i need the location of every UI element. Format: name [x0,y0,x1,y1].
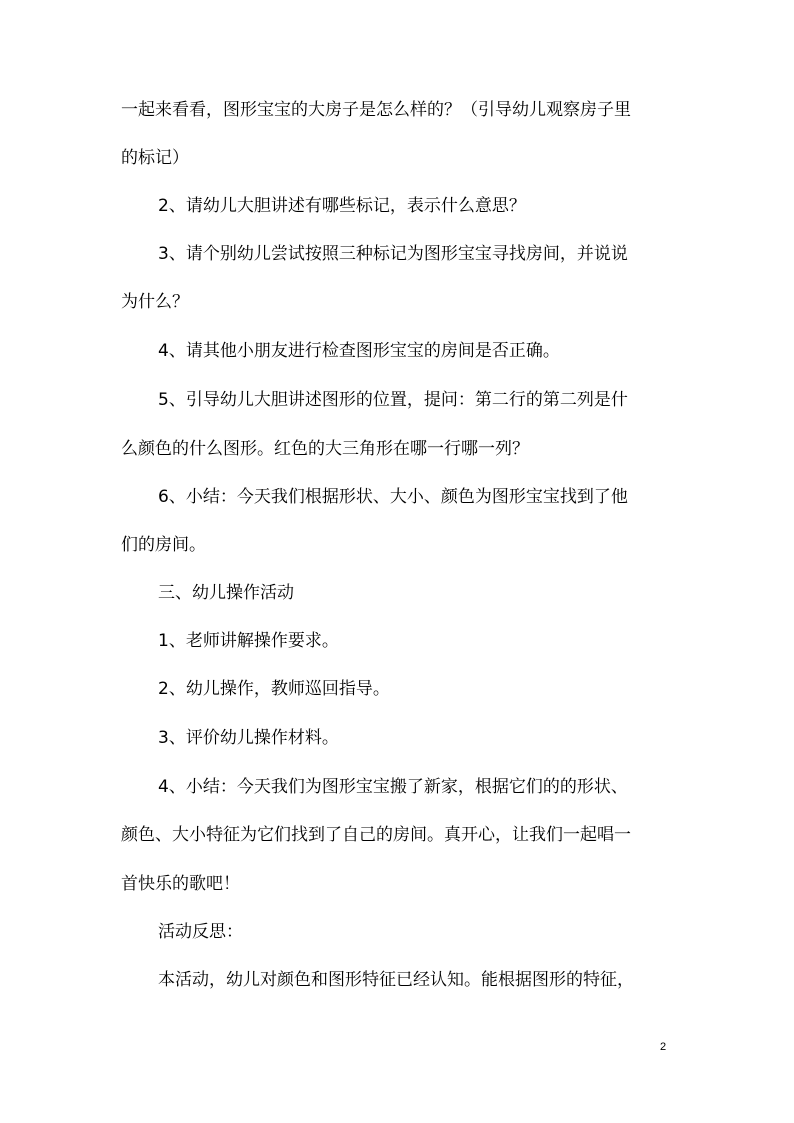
text-line-12: 1、老师讲解操作要求。 [158,631,339,651]
text-line-17: 首快乐的歌吧！ [121,874,240,894]
text-line-9: 6、小结：今天我们根据形状、大小、颜色为图形宝宝找到了他 [158,487,628,507]
text-line-5: 为什么？ [121,292,189,312]
text-line-14: 3、评价幼儿操作材料。 [158,728,339,748]
text-line-4: 3、请个别幼儿尝试按照三种标记为图形宝宝寻找房间，并说说 [158,244,628,264]
text-line-3: 2、请幼儿大胆讲述有哪些标记，表示什么意思？ [158,196,526,216]
text-line-8: 么颜色的什么图形。红色的大三角形在哪一行哪一列？ [121,439,529,459]
text-line-16: 颜色、大小特征为它们找到了自己的房间。真开心，让我们一起唱一 [121,825,631,845]
reflection-heading: 活动反思： [158,922,243,942]
text-line-15: 4、小结：今天我们为图形宝宝搬了新家，根据它们的的形状、 [158,777,628,797]
text-line-10: 们的房间。 [121,535,206,555]
section-heading: 三、幼儿操作活动 [158,583,294,603]
page-number: 2 [660,1041,667,1053]
text-line-13: 2、幼儿操作，教师巡回指导。 [158,679,390,699]
text-line-2: 的标记） [121,148,189,168]
text-line-7: 5、引导幼儿大胆讲述图形的位置，提问：第二行的第二列是什 [158,390,628,410]
text-line-6: 4、请其他小朋友进行检查图形宝宝的房间是否正确。 [158,341,560,361]
text-line-19: 本活动，幼儿对颜色和图形特征已经认知。能根据图形的特征， [158,970,634,990]
text-line-1: 一起来看看，图形宝宝的大房子是怎么样的？（引导幼儿观察房子里 [121,100,631,120]
